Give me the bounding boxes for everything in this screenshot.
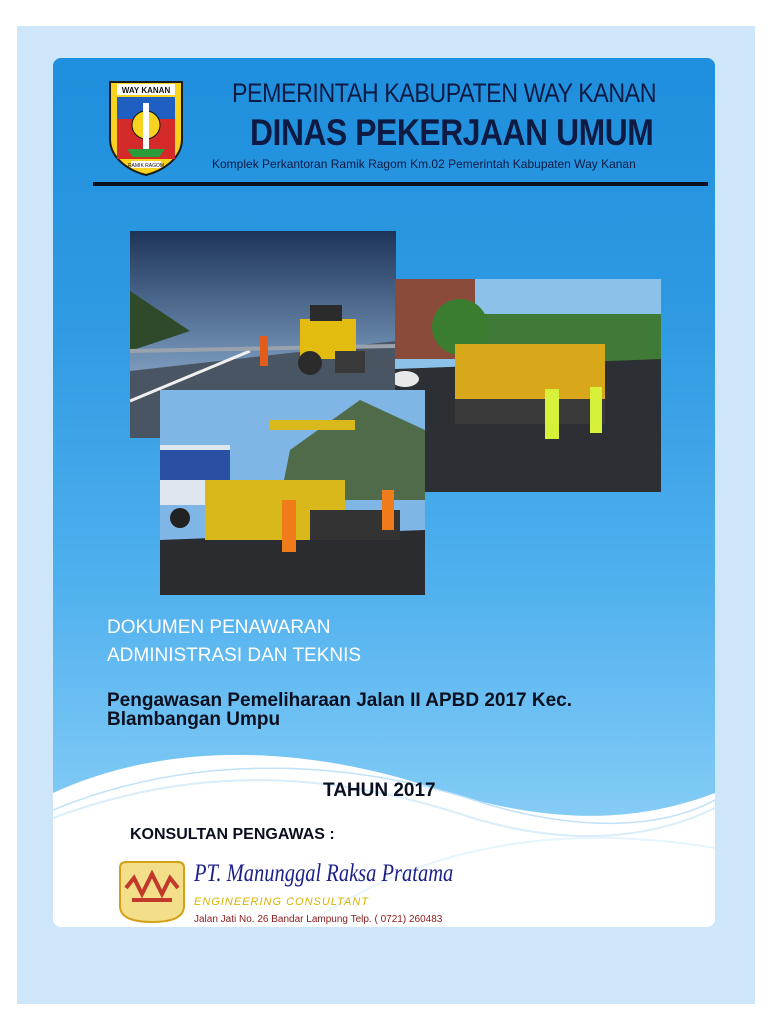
department-title: DINAS PEKERJAAN UMUM: [250, 112, 654, 153]
document-title-line2: ADMINISTRASI DAN TEKNIS: [107, 645, 362, 666]
project-name: Pengawasan Pemeliharaan Jalan II APBD 2017 Kec. Blambangan Umpu: [107, 690, 573, 730]
way-kanan-emblem: [107, 79, 185, 177]
document-title-line1: DOKUMEN PENAWARAN: [107, 617, 331, 638]
department-address: Komplek Perkantoran Ramik Ragom Km.02 Pemerintah Kabupaten Way Kanan: [212, 157, 636, 171]
header-divider: [93, 182, 708, 186]
consultant-address: Jalan Jati No. 26 Bandar Lampung Telp. ( 0721) 260483: [194, 914, 443, 925]
consultant-logo: [118, 860, 186, 924]
logo-motto: RAMIK RAGOM: [127, 163, 165, 169]
government-title: PEMERINTAH KABUPATEN WAY KANAN: [232, 78, 657, 108]
consultant-subtitle: ENGINEERING CONSULTANT: [194, 896, 369, 908]
consultant-label: KONSULTAN PENGAWAS :: [130, 826, 335, 843]
document-year: TAHUN 2017: [323, 780, 436, 801]
paver-crew-photo: [395, 279, 661, 492]
logo-text: WAY KANAN: [121, 86, 171, 95]
consultant-company-name: PT. Manunggal Raksa Pratama: [194, 860, 454, 887]
asphalt-paver-photo: [160, 390, 425, 595]
